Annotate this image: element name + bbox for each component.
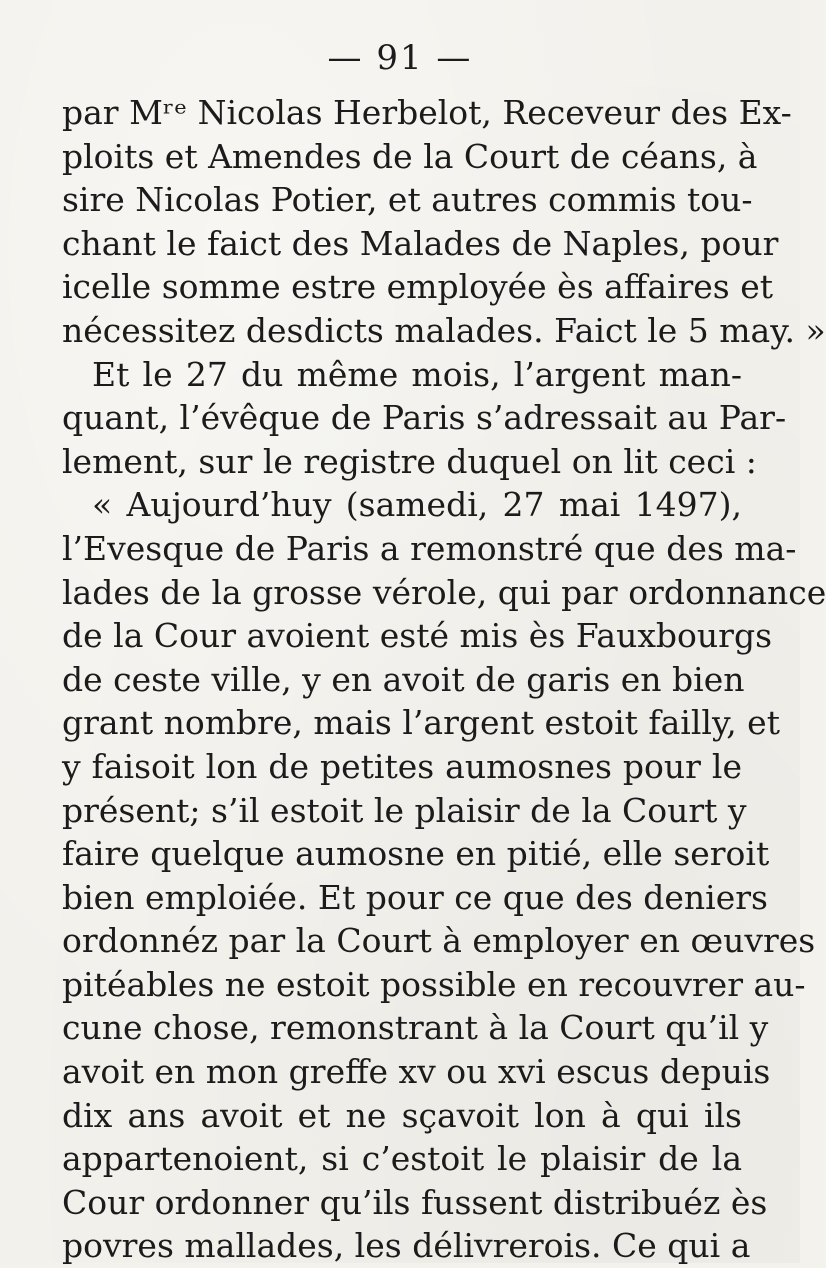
text-line: dix ans avoit et ne sçavoit lon à qui ils	[62, 1095, 742, 1135]
text-line: icelle somme estre employée ès affaires et	[62, 267, 773, 307]
text-line: Cour ordonner qu’ils fussent distribuéz ès	[62, 1182, 768, 1222]
text-line: avoit en mon greffe xv ou xvi escus depuis	[62, 1052, 771, 1092]
text-line: lades de la grosse vérole, qui par ordonnance	[62, 572, 826, 612]
text-line: nécessitez desdicts malades. Faict le 5 may. »	[62, 310, 826, 350]
text-line: grant nombre, mais l’argent estoit failly, et	[62, 703, 780, 743]
text-line: povres mallades, les délivrerois. Ce qui a	[62, 1226, 751, 1266]
text-line: de la Cour avoient esté mis ès Fauxbourgs	[62, 616, 773, 656]
text-line: lement, sur le registre duquel on lit ceci :	[62, 441, 757, 481]
text-line: faire quelque aumosne en pitié, elle seroit	[62, 834, 770, 874]
text-line: bien emploiée. Et pour ce que des deniers	[62, 877, 768, 917]
text-line: appartenoient, si c’estoit le plaisir de la	[62, 1139, 742, 1179]
text-line: sire Nicolas Potier, et autres commis tou-	[62, 180, 753, 220]
text-line: Et le 27 du même mois, l’argent man-	[92, 354, 742, 394]
text-line: présent; s’il estoit le plaisir de la Court y	[62, 790, 747, 830]
page-number: — 91 —	[327, 38, 473, 78]
text-line: de ceste ville, y en avoit de garis en bien	[62, 659, 745, 699]
text-line: ploits et Amendes de la Court de céans, à	[62, 136, 758, 176]
body-text	[62, 91, 826, 1268]
text-line: quant, l’évêque de Paris s’adressait au Par-	[62, 398, 787, 438]
text-line: chant le faict des Malades de Naples, pour	[62, 223, 779, 263]
text-line: y faisoit lon de petites aumosnes pour le	[62, 746, 742, 786]
text-line: pitéables ne estoit possible en recouvrer au-	[62, 964, 806, 1004]
text-line: cune chose, remonstrant à la Court qu’il y	[62, 1008, 769, 1048]
text-line: ordonnéz par la Court à employer en œuvres	[62, 921, 816, 961]
text-line: « Aujourd’huy (samedi, 27 mai 1497),	[92, 485, 742, 525]
text-line: par Mʳᵉ Nicolas Herbelot, Receveur des Ex-	[62, 93, 792, 132]
text-line: l’Evesque de Paris a remonstré que des ma-	[62, 528, 797, 568]
